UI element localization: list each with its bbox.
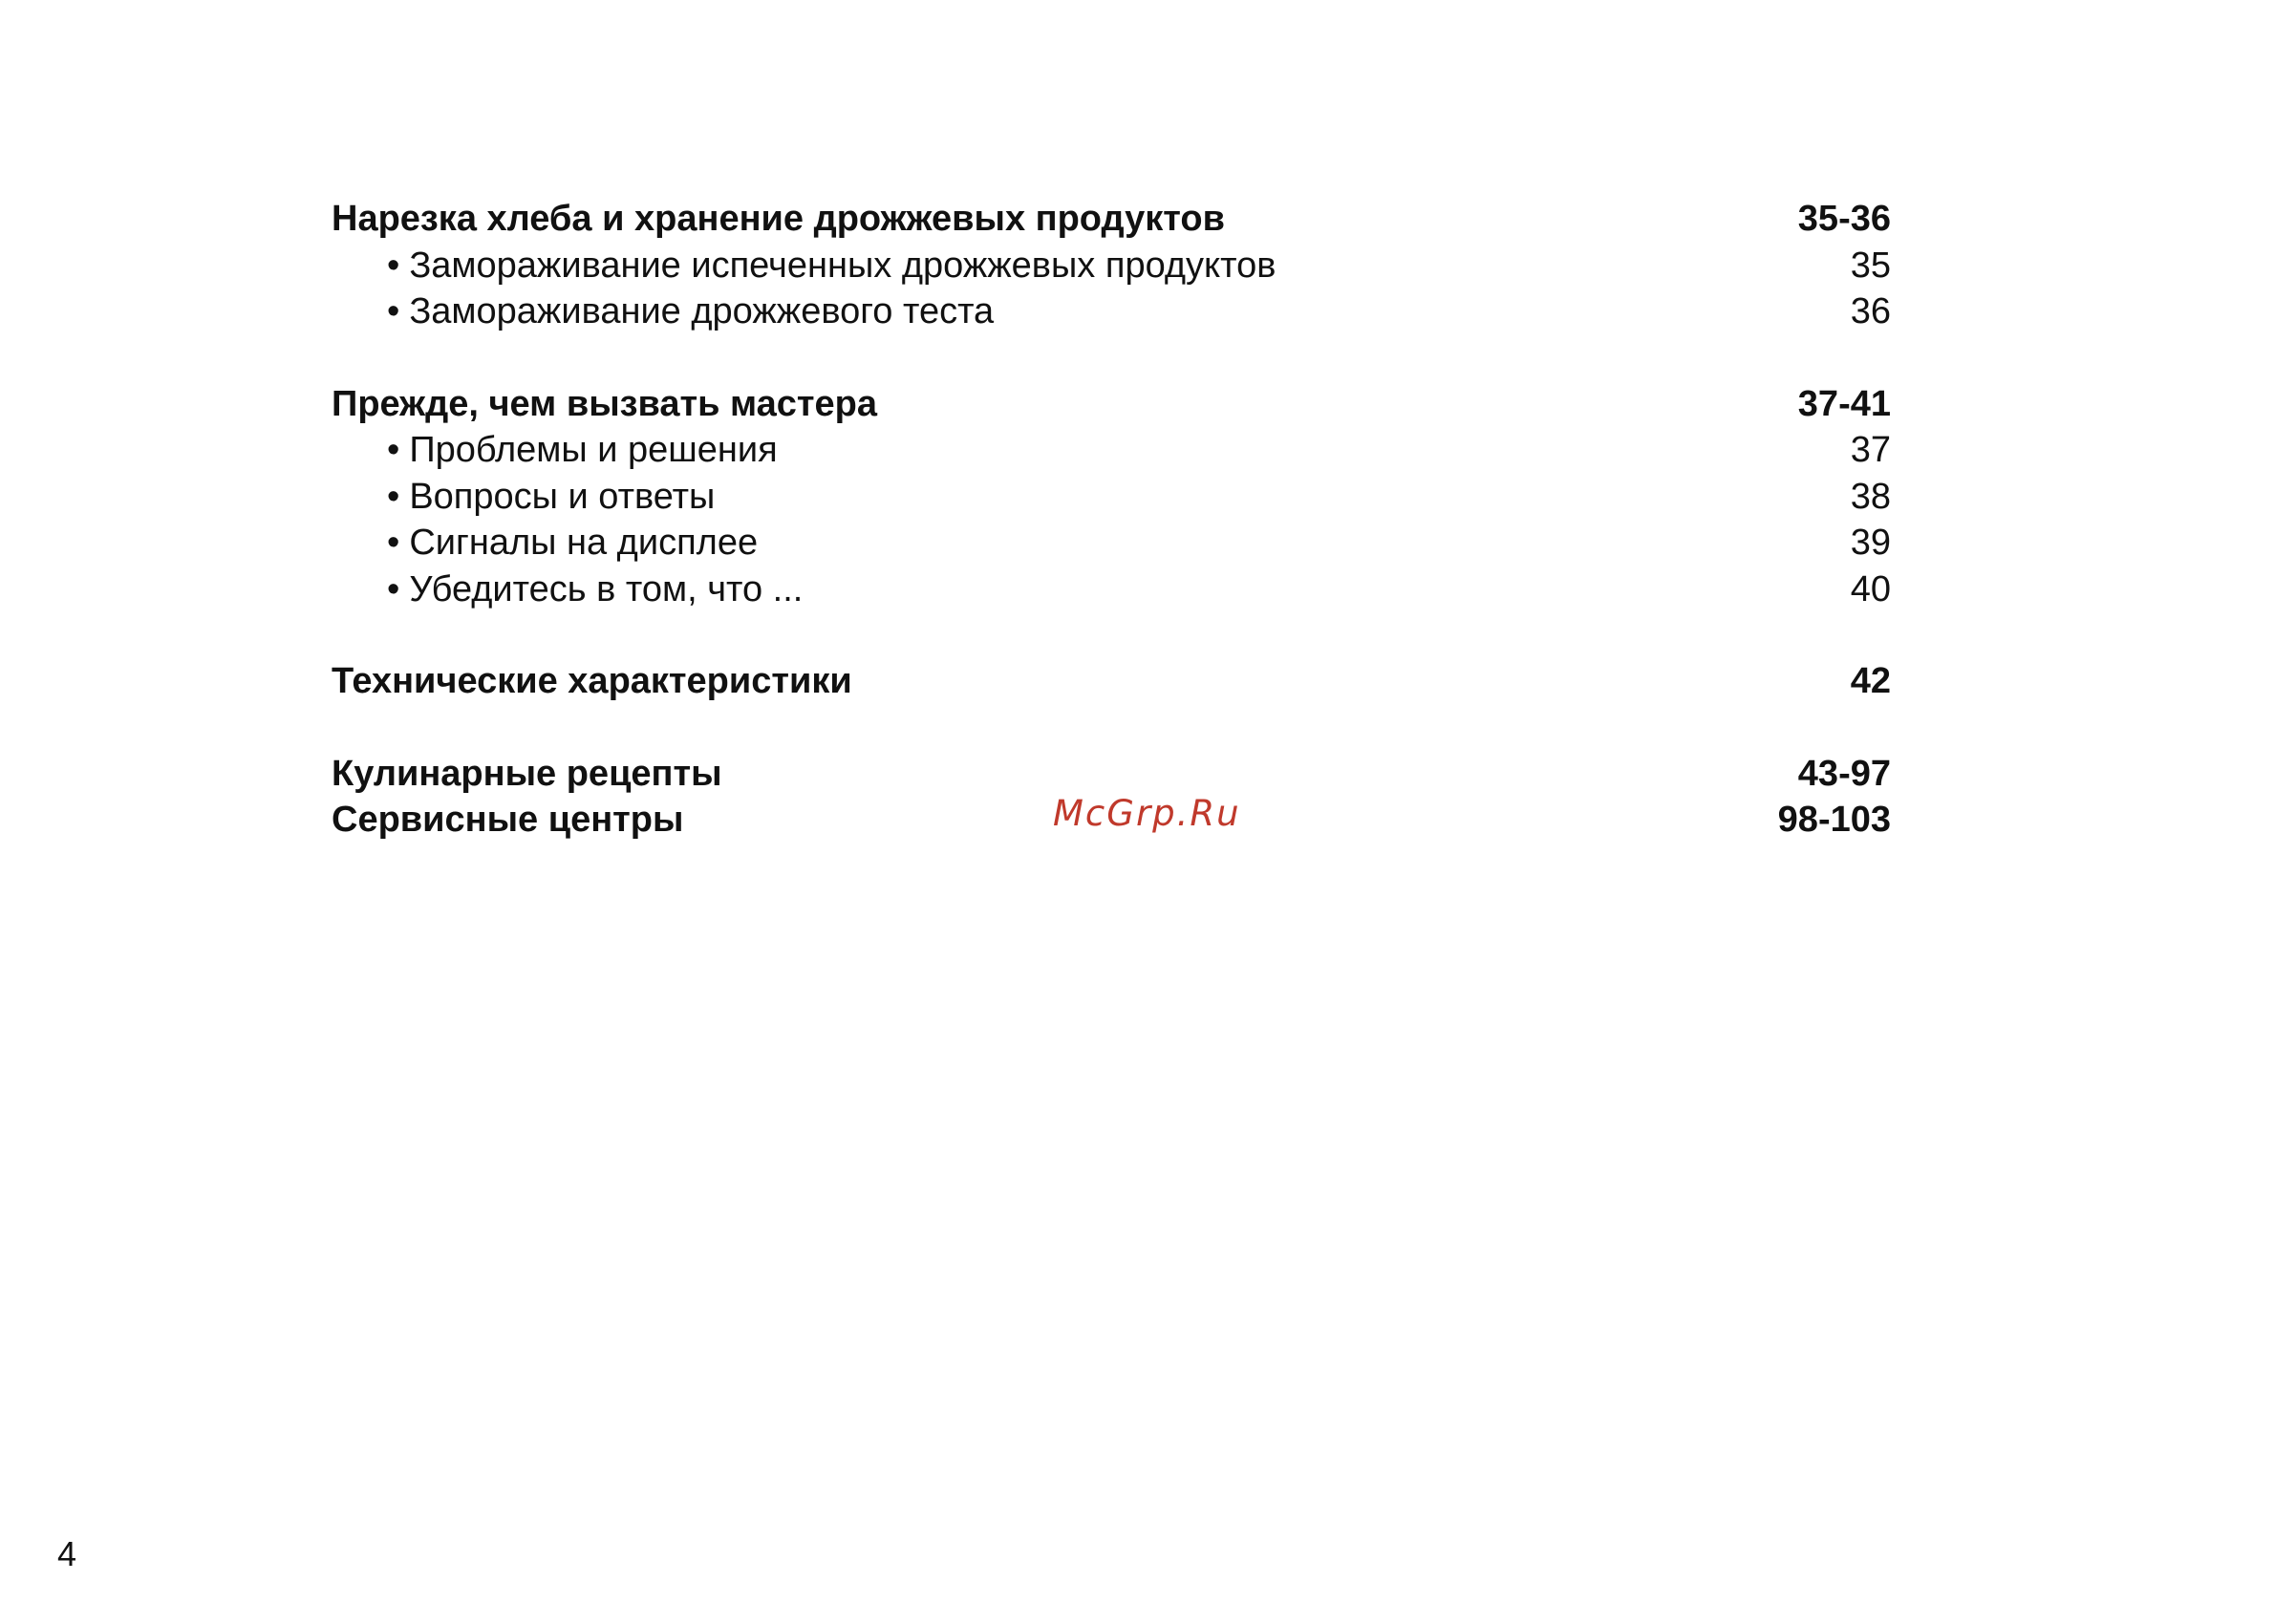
table-of-contents bbox=[332, 196, 1891, 844]
toc-subentry-label: Вопросы и ответы bbox=[409, 476, 716, 517]
toc-subentry-page: 39 bbox=[1850, 523, 1891, 563]
toc-subentry[interactable] bbox=[332, 520, 1891, 566]
toc-subentry-page: 40 bbox=[1850, 568, 1891, 609]
toc-subentry[interactable] bbox=[332, 427, 1891, 474]
toc-entry-title: Сервисные центры bbox=[332, 800, 684, 840]
toc-subentry[interactable] bbox=[332, 566, 1891, 613]
toc-subentry[interactable] bbox=[332, 288, 1891, 335]
toc-subentry-label: Сигналы на дисплее bbox=[409, 523, 759, 563]
toc-entry-pages: 42 bbox=[1850, 661, 1891, 701]
toc-subentry-page: 37 bbox=[1850, 430, 1891, 470]
toc-subentry-page: 36 bbox=[1850, 291, 1891, 331]
toc-subentry-label: Замораживание испеченных дрожжевых продуктов bbox=[409, 245, 1276, 286]
toc-entry-title: Кулинарные рецепты bbox=[332, 753, 722, 794]
page-number: 4 bbox=[57, 1534, 77, 1573]
toc-entry-pages: 37-41 bbox=[1797, 383, 1891, 424]
toc-subentry-label: Убедитесь в том, что ... bbox=[409, 568, 804, 609]
toc-entry-title: Нарезка хлеба и хранение дрожжевых продуктов bbox=[332, 199, 1225, 239]
toc-subentry[interactable] bbox=[332, 243, 1891, 289]
bullet-icon: • bbox=[387, 568, 400, 609]
bullet-icon: • bbox=[387, 245, 400, 286]
toc-subentry-page: 38 bbox=[1850, 476, 1891, 517]
toc-subentry[interactable] bbox=[332, 474, 1891, 521]
toc-entry-troubleshooting[interactable] bbox=[332, 381, 1891, 428]
toc-subentry-label: Замораживание дрожжевого теста bbox=[409, 291, 995, 331]
toc-entry-pages: 35-36 bbox=[1797, 199, 1891, 239]
toc-entry-pages: 43-97 bbox=[1797, 753, 1891, 794]
toc-subentry-page: 35 bbox=[1850, 245, 1891, 286]
toc-entry-recipes[interactable] bbox=[332, 751, 1891, 798]
toc-entry-pages: 98-103 bbox=[1777, 800, 1891, 840]
bullet-icon: • bbox=[387, 430, 400, 470]
toc-entry-title: Технические характеристики bbox=[332, 661, 852, 701]
toc-entry-title: Прежде, чем вызвать мастера bbox=[332, 383, 878, 424]
toc-entry-specifications[interactable] bbox=[332, 658, 1891, 705]
toc-subentry-label: Проблемы и решения bbox=[409, 430, 778, 470]
toc-entry-bread-slicing[interactable] bbox=[332, 196, 1891, 243]
bullet-icon: • bbox=[387, 476, 400, 517]
bullet-icon: • bbox=[387, 523, 400, 563]
watermark: McGrp.Ru bbox=[1053, 793, 1241, 834]
bullet-icon: • bbox=[387, 291, 400, 331]
